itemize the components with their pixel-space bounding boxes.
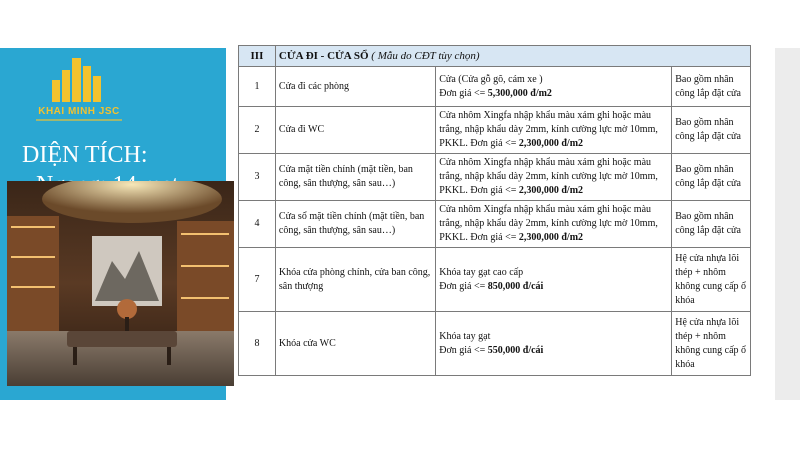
row-desc bbox=[436, 107, 672, 154]
logo-buildings-icon bbox=[52, 58, 106, 102]
row-number: 8 bbox=[239, 312, 276, 376]
interior-photo bbox=[7, 181, 234, 386]
row-number: 4 bbox=[239, 201, 276, 248]
row-note: Bao gồm nhân công lắp đặt cửa bbox=[672, 201, 751, 248]
section-title: CỬA ĐI - CỬA SỔ bbox=[278, 50, 369, 62]
row-desc-text: Cửa nhôm Xingfa nhập khẩu màu xám ghi hoặc màu trắng, nhập khẩu dày 2mm, kính cường lực mờ 10mm, PKKL. Đơn giá <= bbox=[439, 110, 658, 149]
brand-name: KHAI MINH JSC bbox=[38, 106, 120, 117]
row-price-value: 2,300,000 đ/m2 bbox=[518, 138, 584, 149]
row-note: Hệ cửa nhựa lõi thép + nhôm không cung cấp ổ khóa bbox=[672, 312, 751, 376]
table-row bbox=[239, 248, 751, 312]
row-desc-text: Khóa tay gạt bbox=[439, 330, 491, 342]
row-price-value: 5,300,000 đ/m2 bbox=[487, 87, 552, 99]
logo-underline bbox=[36, 119, 122, 121]
row-price-label: Đơn giá <= bbox=[439, 87, 488, 99]
row-number: 2 bbox=[239, 107, 276, 154]
table-row bbox=[239, 67, 751, 107]
row-note: Hệ cửa nhựa lõi thép + nhôm không cung cấp ổ khóa bbox=[672, 248, 751, 312]
row-desc bbox=[436, 67, 672, 107]
row-item: Cửa đi các phòng bbox=[275, 67, 435, 107]
row-price-label: Đơn giá <= bbox=[439, 344, 488, 356]
row-price-value: 850,000 đ/cái bbox=[487, 280, 544, 292]
row-price bbox=[439, 280, 668, 294]
row-desc-text: Cửa nhôm Xingfa nhập khẩu màu xám ghi hoặc màu trắng, nhập khẩu dày 2mm, kính cường lực mờ 10mm, PKKL. Đơn giá <= bbox=[439, 204, 658, 243]
row-item: Cửa mặt tiền chính (mặt tiền, ban công, sân thượng, sân sau…) bbox=[275, 154, 435, 201]
row-desc bbox=[436, 154, 672, 201]
section-number: III bbox=[239, 46, 276, 67]
section-title-cell bbox=[275, 46, 750, 67]
row-item: Khóa cửa WC bbox=[275, 312, 435, 376]
brand-logo bbox=[34, 58, 124, 128]
table-row bbox=[239, 312, 751, 376]
row-price bbox=[439, 344, 668, 358]
row-price bbox=[439, 87, 668, 101]
row-desc bbox=[436, 201, 672, 248]
row-item: Cửa sổ mặt tiền chính (mặt tiền, ban công, sân thượng, sân sau…) bbox=[275, 201, 435, 248]
spec-table bbox=[238, 45, 751, 376]
row-desc bbox=[436, 312, 672, 376]
row-price-value: 2,300,000 đ/m2 bbox=[518, 185, 584, 196]
table-row bbox=[239, 107, 751, 154]
row-item: Khóa cửa phòng chính, cửa ban công, sân thượng bbox=[275, 248, 435, 312]
row-price-value: 550,000 đ/cái bbox=[487, 344, 544, 356]
row-note: Bao gồm nhân công lắp đặt cửa bbox=[672, 67, 751, 107]
section-subtitle: ( Mẫu do CĐT tùy chọn) bbox=[371, 50, 480, 62]
row-desc-text: Cửa nhôm Xingfa nhập khẩu màu xám ghi hoặc màu trắng, nhập khẩu dày 2mm, kính cường lực mờ 10mm, PKKL. Đơn giá <= bbox=[439, 157, 658, 196]
right-scroll-strip bbox=[775, 48, 800, 400]
row-price-value: 2,300,000 đ/m2 bbox=[518, 232, 584, 243]
row-note: Bao gồm nhân công lắp đặt cửa bbox=[672, 154, 751, 201]
section-row bbox=[239, 46, 751, 67]
row-price-label: Đơn giá <= bbox=[439, 280, 488, 292]
row-number: 7 bbox=[239, 248, 276, 312]
row-desc-text: Khóa tay gạt cao cấp bbox=[439, 266, 524, 278]
row-note: Bao gồm nhân công lắp đặt cửa bbox=[672, 107, 751, 154]
row-item: Cửa đi WC bbox=[275, 107, 435, 154]
row-desc bbox=[436, 248, 672, 312]
area-heading: DIỆN TÍCH: bbox=[22, 142, 148, 168]
row-number: 3 bbox=[239, 154, 276, 201]
table-row bbox=[239, 201, 751, 248]
row-desc-text: Cửa (Cửa gỗ gõ, cám xe ) bbox=[439, 73, 543, 85]
table-row bbox=[239, 154, 751, 201]
row-number: 1 bbox=[239, 67, 276, 107]
